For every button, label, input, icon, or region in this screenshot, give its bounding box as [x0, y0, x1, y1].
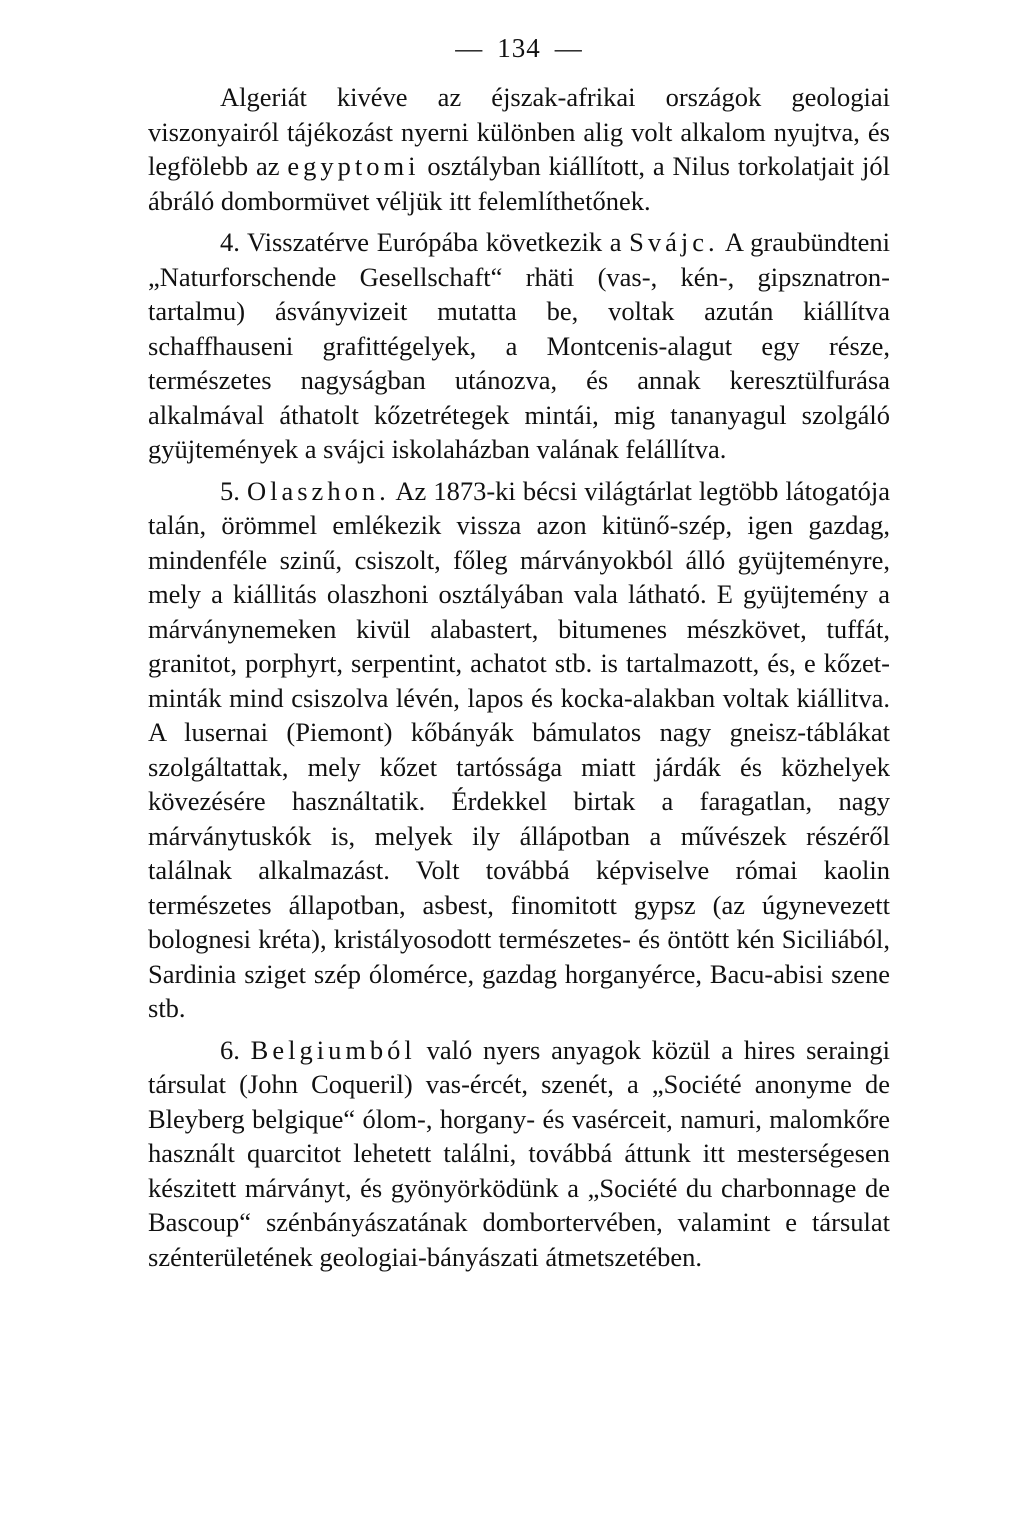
paragraph-egypt [148, 80, 890, 218]
paragraph-belgium-heading: Belgiumból [250, 1034, 416, 1065]
paragraph-belgium [148, 1033, 890, 1275]
paragraph-egypt-text-a: Algeriát kivéve az éjszak-afrikai országok geologiai viszonyairól tájékozást nyerni különben alig volt alkalom nyujtva, és legfölebb az [148, 82, 890, 181]
paragraph-italy-heading: Olaszhon. [246, 475, 390, 506]
paragraph-belgium-text: való nyers anyagok közül a hires seraingi társulat (John Coqueril) vas-ércét, szenét, a „Société anonyme de Bleyberg belgique“ ólom-, horgany- és vasérceit, namuri, malomkőre használt quarcitot lehetett találni, továbbá áttunk itt mesterségesen készitett márványt, és gyönyörködünk a „Société du charbonnage de Bascoup“ szénbányászatának dombortervében, valamint e társulat szénterületének geologiai-bányászati átmetszetében. [148, 1034, 891, 1272]
page-header [148, 28, 890, 68]
paragraph-switzerland-text: A graubündteni „Naturforschende Gesellschaft“ rhäti (vas-, kén-, gipsznatron-tartalmu) ásványvizeit mutatta be, voltak azután kiállítva schaffhauseni grafittégelyek, a Montcenis-alagut egy része, természetes nagyságban utánozva, és annak keresztülfurása alkalmával áthatolt kőzetrétegek mintái, mig tananyagul szolgáló gyüjtemények a svájci iskolaházban valának felállítva. [148, 227, 890, 464]
header-dash-left: — [455, 33, 484, 63]
header-dash-right: — [554, 33, 583, 63]
paragraph-italy-text: Az 1873-ki bécsi világtárlat legtöbb látogatója talán, örömmel emlékezik vissza azon kitünő-szép, igen gazdag, mindenféle szinű, csiszolt, főleg márványokból álló gyüjteményre, mely a kiállitás olaszhoni osztályában vala látható. E gyüjtemény a márványnemeken kivül alabastert, bitumenes mészkövet, tuffát, granitot, porphyrt, serpentint, achatot stb. is tartalmazott, és, e kőzet-minták mind csiszolva lévén, lapos és kocka-alakban voltak kiállitva. A lusernai (Piemont) kőbányák bámulatos nagy gneisz-táblákat szolgáltattak, mely kőzet tartóssága miatt járdák és közhelyek kövezésére használtatik. Érdekkel birtak a faragatlan, nagy márványtuskók is, melyek ily állápotban a művészek részéről találnak alkalmazást. Volt továbbá képviselve római kaolin természetes állapotban, asbest, finomitott gypsz (az úgynevezett bolognesi kréta), kristályosodott természetes- és öntött kén Siciliából, Sardinia sziget szép ólomérce, gazdag horganyérce, Bacu-abisi szene stb. [148, 475, 890, 1023]
paragraph-egypt-text-b: osztályban kiállított, a Nilus torkolatjait jól ábráló dombormüvet véljük itt felemlíthetőnek. [148, 151, 890, 216]
paragraph-switzerland-lead: 4. Visszatérve Európába következik a [220, 227, 630, 257]
paragraph-egypt-emphasis: egyptomi [287, 151, 420, 181]
paragraph-switzerland [148, 225, 890, 467]
page-number: 134 [497, 33, 541, 63]
paragraph-belgium-lead: 6. [220, 1034, 251, 1065]
paragraph-italy-lead: 5. [220, 475, 247, 506]
book-page [148, 0, 890, 1274]
paragraph-switzerland-heading: Svájc. [629, 227, 719, 257]
paragraph-italy [148, 474, 890, 1026]
